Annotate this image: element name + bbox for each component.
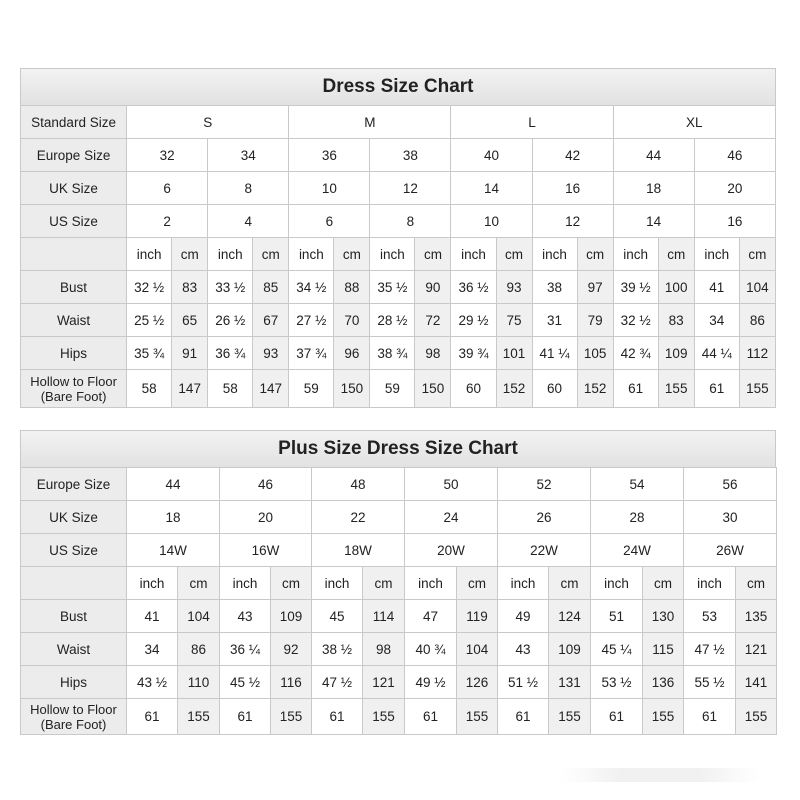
cm-value-cell: 121 bbox=[363, 666, 405, 699]
standard-size-cell: XL bbox=[613, 106, 775, 139]
inch-value-cell: 45 ¼ bbox=[591, 633, 643, 666]
unit-inch-cell: inch bbox=[405, 567, 457, 600]
cm-value-cell: 150 bbox=[334, 370, 370, 408]
cm-value-cell: 116 bbox=[271, 666, 312, 699]
cm-value-cell: 93 bbox=[253, 337, 289, 370]
cm-value-cell: 112 bbox=[739, 337, 775, 370]
inch-value-cell: 41 bbox=[127, 600, 178, 633]
row-label: Hollow to Floor (Bare Foot) bbox=[21, 370, 127, 408]
inch-value-cell: 39 ½ bbox=[613, 271, 658, 304]
size-cell: 6 bbox=[127, 172, 208, 205]
unit-cm-cell: cm bbox=[549, 567, 591, 600]
size-cell: 34 bbox=[208, 139, 289, 172]
size-cell: 8 bbox=[370, 205, 451, 238]
inch-value-cell: 40 ¾ bbox=[405, 633, 457, 666]
cm-value-cell: 104 bbox=[457, 633, 498, 666]
table-row bbox=[21, 139, 776, 172]
cm-value-cell: 126 bbox=[457, 666, 498, 699]
size-cell: 30 bbox=[684, 501, 777, 534]
row-label: Bust bbox=[21, 271, 127, 304]
cm-value-cell: 79 bbox=[577, 304, 613, 337]
unit-cm-cell: cm bbox=[658, 238, 694, 271]
unit-inch-cell: inch bbox=[312, 567, 363, 600]
inch-value-cell: 38 bbox=[532, 271, 577, 304]
row-label: Hollow to Floor (Bare Foot) bbox=[21, 699, 127, 735]
inch-value-cell: 59 bbox=[289, 370, 334, 408]
unit-cm-cell: cm bbox=[363, 567, 405, 600]
inch-value-cell: 61 bbox=[405, 699, 457, 735]
cm-value-cell: 155 bbox=[658, 370, 694, 408]
unit-inch-cell: inch bbox=[220, 567, 271, 600]
size-cell: 16 bbox=[694, 205, 775, 238]
cm-value-cell: 110 bbox=[178, 666, 220, 699]
plus-size-dress-size-chart bbox=[20, 430, 776, 735]
dress-size-table bbox=[20, 105, 776, 408]
cm-value-cell: 155 bbox=[271, 699, 312, 735]
inch-value-cell: 38 ½ bbox=[312, 633, 363, 666]
inch-value-cell: 31 bbox=[532, 304, 577, 337]
row-label: Waist bbox=[21, 633, 127, 666]
unit-inch-cell: inch bbox=[289, 238, 334, 271]
cm-value-cell: 119 bbox=[457, 600, 498, 633]
cm-value-cell: 104 bbox=[178, 600, 220, 633]
table-row bbox=[21, 666, 777, 699]
size-cell: 18W bbox=[312, 534, 405, 567]
inch-value-cell: 58 bbox=[127, 370, 172, 408]
cm-value-cell: 83 bbox=[658, 304, 694, 337]
cm-value-cell: 155 bbox=[739, 370, 775, 408]
inch-value-cell: 37 ¾ bbox=[289, 337, 334, 370]
cm-value-cell: 115 bbox=[643, 633, 684, 666]
size-cell: 32 bbox=[127, 139, 208, 172]
size-cell: 18 bbox=[613, 172, 694, 205]
inch-value-cell: 33 ½ bbox=[208, 271, 253, 304]
unit-cm-cell: cm bbox=[178, 567, 220, 600]
size-cell: 46 bbox=[694, 139, 775, 172]
dress-size-chart bbox=[20, 68, 776, 408]
size-cell: 48 bbox=[312, 468, 405, 501]
cm-value-cell: 98 bbox=[363, 633, 405, 666]
cm-value-cell: 147 bbox=[172, 370, 208, 408]
inch-value-cell: 39 ¾ bbox=[451, 337, 496, 370]
inch-value-cell: 47 ½ bbox=[684, 633, 736, 666]
inch-value-cell: 61 bbox=[498, 699, 549, 735]
size-cell: 2 bbox=[127, 205, 208, 238]
cm-value-cell: 155 bbox=[549, 699, 591, 735]
inch-value-cell: 60 bbox=[532, 370, 577, 408]
row-label: Europe Size bbox=[21, 139, 127, 172]
cm-value-cell: 65 bbox=[172, 304, 208, 337]
size-cell: 4 bbox=[208, 205, 289, 238]
inch-value-cell: 36 ¾ bbox=[208, 337, 253, 370]
inch-value-cell: 61 bbox=[684, 699, 736, 735]
unit-inch-cell: inch bbox=[694, 238, 739, 271]
inch-value-cell: 53 ½ bbox=[591, 666, 643, 699]
size-cell: 46 bbox=[220, 468, 312, 501]
size-cell: 14 bbox=[613, 205, 694, 238]
table-row bbox=[21, 633, 777, 666]
size-cell: 10 bbox=[289, 172, 370, 205]
cm-value-cell: 121 bbox=[736, 633, 777, 666]
row-label: US Size bbox=[21, 205, 127, 238]
inch-value-cell: 61 bbox=[312, 699, 363, 735]
cm-value-cell: 72 bbox=[415, 304, 451, 337]
watermark-blur bbox=[560, 768, 760, 782]
inch-value-cell: 61 bbox=[220, 699, 271, 735]
unit-inch-cell: inch bbox=[127, 567, 178, 600]
standard-size-cell: M bbox=[289, 106, 451, 139]
standard-size-cell: L bbox=[451, 106, 613, 139]
chart-title: Plus Size Dress Size Chart bbox=[20, 430, 776, 467]
row-label: Waist bbox=[21, 304, 127, 337]
cm-value-cell: 90 bbox=[415, 271, 451, 304]
cm-value-cell: 109 bbox=[658, 337, 694, 370]
inch-value-cell: 47 bbox=[405, 600, 457, 633]
cm-value-cell: 135 bbox=[736, 600, 777, 633]
inch-value-cell: 43 bbox=[220, 600, 271, 633]
cm-value-cell: 114 bbox=[363, 600, 405, 633]
size-cell: 42 bbox=[532, 139, 613, 172]
size-cell: 26W bbox=[684, 534, 777, 567]
size-cell: 12 bbox=[370, 172, 451, 205]
size-cell: 38 bbox=[370, 139, 451, 172]
table-row bbox=[21, 468, 777, 501]
blank-cell bbox=[21, 567, 127, 600]
blank-cell bbox=[21, 238, 127, 271]
cm-value-cell: 141 bbox=[736, 666, 777, 699]
cm-value-cell: 136 bbox=[643, 666, 684, 699]
table-row bbox=[21, 600, 777, 633]
unit-cm-cell: cm bbox=[457, 567, 498, 600]
inch-value-cell: 32 ½ bbox=[127, 271, 172, 304]
size-cell: 20 bbox=[220, 501, 312, 534]
unit-inch-cell: inch bbox=[532, 238, 577, 271]
cm-value-cell: 155 bbox=[643, 699, 684, 735]
cm-value-cell: 124 bbox=[549, 600, 591, 633]
chart-title: Dress Size Chart bbox=[20, 68, 776, 105]
unit-cm-cell: cm bbox=[736, 567, 777, 600]
cm-value-cell: 105 bbox=[577, 337, 613, 370]
inch-value-cell: 25 ½ bbox=[127, 304, 172, 337]
unit-inch-cell: inch bbox=[684, 567, 736, 600]
inch-value-cell: 61 bbox=[127, 699, 178, 735]
size-cell: 20 bbox=[694, 172, 775, 205]
cm-value-cell: 83 bbox=[172, 271, 208, 304]
size-cell: 10 bbox=[451, 205, 532, 238]
cm-value-cell: 92 bbox=[271, 633, 312, 666]
unit-cm-cell: cm bbox=[577, 238, 613, 271]
size-cell: 22W bbox=[498, 534, 591, 567]
cm-value-cell: 155 bbox=[457, 699, 498, 735]
inch-value-cell: 45 bbox=[312, 600, 363, 633]
table-row bbox=[21, 337, 776, 370]
cm-value-cell: 75 bbox=[496, 304, 532, 337]
cm-value-cell: 152 bbox=[577, 370, 613, 408]
unit-cm-cell: cm bbox=[643, 567, 684, 600]
inch-value-cell: 61 bbox=[694, 370, 739, 408]
cm-value-cell: 155 bbox=[736, 699, 777, 735]
size-cell: 14 bbox=[451, 172, 532, 205]
table-row bbox=[21, 370, 776, 408]
size-cell: 18 bbox=[127, 501, 220, 534]
cm-value-cell: 155 bbox=[363, 699, 405, 735]
inch-value-cell: 34 ½ bbox=[289, 271, 334, 304]
inch-value-cell: 45 ½ bbox=[220, 666, 271, 699]
inch-value-cell: 51 ½ bbox=[498, 666, 549, 699]
cm-value-cell: 109 bbox=[549, 633, 591, 666]
cm-value-cell: 150 bbox=[415, 370, 451, 408]
cm-value-cell: 104 bbox=[739, 271, 775, 304]
size-cell: 44 bbox=[127, 468, 220, 501]
row-label: Hips bbox=[21, 337, 127, 370]
unit-inch-cell: inch bbox=[613, 238, 658, 271]
row-label: Europe Size bbox=[21, 468, 127, 501]
cm-value-cell: 96 bbox=[334, 337, 370, 370]
row-label: US Size bbox=[21, 534, 127, 567]
size-cell: 56 bbox=[684, 468, 777, 501]
unit-cm-cell: cm bbox=[172, 238, 208, 271]
unit-cm-cell: cm bbox=[415, 238, 451, 271]
inch-value-cell: 53 bbox=[684, 600, 736, 633]
inch-value-cell: 49 ½ bbox=[405, 666, 457, 699]
table-row bbox=[21, 205, 776, 238]
cm-value-cell: 131 bbox=[549, 666, 591, 699]
inch-value-cell: 41 bbox=[694, 271, 739, 304]
size-cell: 24 bbox=[405, 501, 498, 534]
unit-cm-cell: cm bbox=[739, 238, 775, 271]
size-cell: 52 bbox=[498, 468, 591, 501]
inch-value-cell: 26 ½ bbox=[208, 304, 253, 337]
cm-value-cell: 100 bbox=[658, 271, 694, 304]
plus-size-table bbox=[20, 467, 777, 735]
cm-value-cell: 97 bbox=[577, 271, 613, 304]
size-cell: 28 bbox=[591, 501, 684, 534]
inch-value-cell: 42 ¾ bbox=[613, 337, 658, 370]
cm-value-cell: 130 bbox=[643, 600, 684, 633]
inch-value-cell: 32 ½ bbox=[613, 304, 658, 337]
size-cell: 8 bbox=[208, 172, 289, 205]
row-label: UK Size bbox=[21, 501, 127, 534]
cm-value-cell: 88 bbox=[334, 271, 370, 304]
cm-value-cell: 67 bbox=[253, 304, 289, 337]
cm-value-cell: 91 bbox=[172, 337, 208, 370]
unit-row bbox=[21, 238, 776, 271]
row-label: Hips bbox=[21, 666, 127, 699]
inch-value-cell: 35 ¾ bbox=[127, 337, 172, 370]
inch-value-cell: 41 ¼ bbox=[532, 337, 577, 370]
inch-value-cell: 43 ½ bbox=[127, 666, 178, 699]
unit-inch-cell: inch bbox=[208, 238, 253, 271]
inch-value-cell: 58 bbox=[208, 370, 253, 408]
inch-value-cell: 29 ½ bbox=[451, 304, 496, 337]
size-cell: 54 bbox=[591, 468, 684, 501]
cm-value-cell: 86 bbox=[739, 304, 775, 337]
cm-value-cell: 93 bbox=[496, 271, 532, 304]
size-cell: 36 bbox=[289, 139, 370, 172]
size-cell: 24W bbox=[591, 534, 684, 567]
row-label: UK Size bbox=[21, 172, 127, 205]
inch-value-cell: 59 bbox=[370, 370, 415, 408]
inch-value-cell: 55 ½ bbox=[684, 666, 736, 699]
inch-value-cell: 61 bbox=[591, 699, 643, 735]
table-row bbox=[21, 534, 777, 567]
size-cell: 50 bbox=[405, 468, 498, 501]
size-cell: 16W bbox=[220, 534, 312, 567]
unit-inch-cell: inch bbox=[451, 238, 496, 271]
table-row bbox=[21, 304, 776, 337]
inch-value-cell: 44 ¼ bbox=[694, 337, 739, 370]
inch-value-cell: 36 ½ bbox=[451, 271, 496, 304]
unit-inch-cell: inch bbox=[127, 238, 172, 271]
cm-value-cell: 98 bbox=[415, 337, 451, 370]
unit-inch-cell: inch bbox=[370, 238, 415, 271]
inch-value-cell: 38 ¾ bbox=[370, 337, 415, 370]
cm-value-cell: 70 bbox=[334, 304, 370, 337]
table-row bbox=[21, 501, 777, 534]
cm-value-cell: 152 bbox=[496, 370, 532, 408]
cm-value-cell: 109 bbox=[271, 600, 312, 633]
inch-value-cell: 27 ½ bbox=[289, 304, 334, 337]
cm-value-cell: 86 bbox=[178, 633, 220, 666]
table-row bbox=[21, 106, 776, 139]
inch-value-cell: 51 bbox=[591, 600, 643, 633]
size-cell: 6 bbox=[289, 205, 370, 238]
unit-cm-cell: cm bbox=[496, 238, 532, 271]
standard-size-cell: S bbox=[127, 106, 289, 139]
size-cell: 20W bbox=[405, 534, 498, 567]
table-row bbox=[21, 271, 776, 304]
row-label: Bust bbox=[21, 600, 127, 633]
unit-inch-cell: inch bbox=[498, 567, 549, 600]
size-cell: 44 bbox=[613, 139, 694, 172]
inch-value-cell: 36 ¼ bbox=[220, 633, 271, 666]
size-cell: 26 bbox=[498, 501, 591, 534]
inch-value-cell: 35 ½ bbox=[370, 271, 415, 304]
table-row bbox=[21, 699, 777, 735]
unit-cm-cell: cm bbox=[334, 238, 370, 271]
size-cell: 12 bbox=[532, 205, 613, 238]
unit-cm-cell: cm bbox=[271, 567, 312, 600]
inch-value-cell: 43 bbox=[498, 633, 549, 666]
size-cell: 16 bbox=[532, 172, 613, 205]
cm-value-cell: 101 bbox=[496, 337, 532, 370]
inch-value-cell: 34 bbox=[694, 304, 739, 337]
inch-value-cell: 60 bbox=[451, 370, 496, 408]
size-cell: 22 bbox=[312, 501, 405, 534]
inch-value-cell: 34 bbox=[127, 633, 178, 666]
cm-value-cell: 85 bbox=[253, 271, 289, 304]
row-label: Standard Size bbox=[21, 106, 127, 139]
cm-value-cell: 155 bbox=[178, 699, 220, 735]
unit-cm-cell: cm bbox=[253, 238, 289, 271]
inch-value-cell: 49 bbox=[498, 600, 549, 633]
size-cell: 40 bbox=[451, 139, 532, 172]
inch-value-cell: 28 ½ bbox=[370, 304, 415, 337]
cm-value-cell: 147 bbox=[253, 370, 289, 408]
table-row bbox=[21, 172, 776, 205]
unit-inch-cell: inch bbox=[591, 567, 643, 600]
inch-value-cell: 47 ½ bbox=[312, 666, 363, 699]
inch-value-cell: 61 bbox=[613, 370, 658, 408]
unit-row bbox=[21, 567, 777, 600]
size-cell: 14W bbox=[127, 534, 220, 567]
